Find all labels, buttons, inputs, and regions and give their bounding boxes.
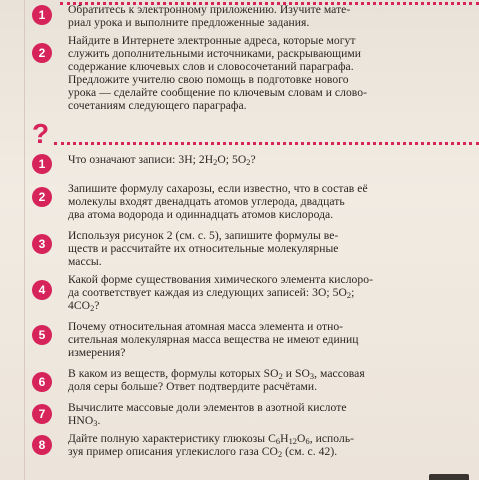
question-3-line-3 (68, 255, 469, 268)
text-run: Дайте полную характеристику глюкозы C (68, 432, 276, 445)
subscript: 2 (246, 158, 251, 168)
question-8-text (68, 432, 469, 458)
text-run: Вычислите массовые доли элементов в азотной кислоте (68, 401, 347, 414)
question-3-line-1 (68, 229, 469, 242)
text-run: доля серы больше? Ответ подтвердите расчётами. (68, 380, 318, 393)
text-run: . (97, 414, 101, 427)
question-1-line-1 (68, 153, 469, 166)
question-4-line-3 (68, 299, 469, 312)
page-number-tab (429, 474, 469, 480)
question-3-text (68, 229, 469, 268)
question-2-text (68, 182, 469, 221)
question-6-line-1 (68, 367, 469, 380)
task-2-line-4: Предложите учителю свою помощь в подготовке нового (68, 73, 349, 86)
subscript: 6 (275, 437, 281, 447)
subscript: 2 (278, 372, 283, 382)
text-run: зуя пример описания углекислого газа CO (68, 445, 278, 458)
question-5-text (68, 320, 469, 359)
task-2-line-3: содержание ключевых слов и словосочетаний параграфа. (68, 60, 354, 73)
task-badge-1: 1 (32, 5, 52, 25)
text-run: да соответствует каждая из следующих записей: 3O; 5O (68, 286, 347, 299)
subscript: 2 (346, 291, 352, 301)
subscript: 12 (288, 437, 298, 447)
question-badge-5: 5 (32, 325, 52, 345)
question-8-line-1 (68, 432, 469, 445)
subscript: 2 (277, 450, 283, 460)
question-4-line-2 (68, 286, 469, 299)
task-2-text (68, 34, 469, 112)
subscript: 3 (309, 372, 315, 382)
task-2-line-5: урока — сделайте сообщение по ключевым словам и слово- (68, 86, 368, 99)
subscript: 2 (90, 304, 95, 314)
question-6-text (68, 367, 469, 393)
question-6-line-2 (68, 380, 469, 393)
text-run: O (297, 432, 306, 445)
text-run: HNO (68, 414, 94, 427)
text-run: , исполь- (309, 432, 355, 445)
text-run: массы. (68, 255, 102, 268)
question-badge-1: 1 (32, 154, 52, 174)
text-run: ? (94, 299, 100, 312)
question-2-line-1 (68, 182, 469, 195)
text-run: Что означают записи: 3H; 2H (68, 153, 214, 166)
question-7-line-1 (68, 401, 469, 414)
text-run: H (280, 432, 289, 445)
question-7-line-2 (68, 414, 469, 427)
question-badge-7: 7 (32, 404, 52, 424)
text-run: измерения? (68, 346, 126, 359)
text-run: ; (351, 286, 355, 299)
margin-line (24, 0, 25, 480)
question-badge-2: 2 (32, 187, 52, 207)
text-run: , массовая (314, 367, 365, 380)
question-1-text (68, 153, 469, 166)
question-mark-icon: ? (32, 118, 50, 149)
text-run: ? (250, 153, 256, 166)
question-badge-4: 4 (32, 280, 52, 300)
task-2-line-6: сочетаниям следующего параграфа. (68, 99, 247, 112)
question-5-line-1 (68, 320, 469, 333)
question-4-line-1 (68, 273, 469, 286)
text-run: ществ и рассчитайте их относительные молекулярные (68, 242, 339, 255)
question-5-line-2 (68, 333, 469, 346)
task-1-line-2: риал урока и выполните предложенные задания. (68, 16, 310, 29)
text-run: В каком из веществ, формулы которых SO (68, 367, 279, 380)
task-1-line-1: Обратитесь к электронному приложению. Изучите мате- (68, 3, 351, 16)
text-run: два атома водорода и одиннадцать атомов кислорода. (68, 208, 334, 221)
question-7-text (68, 401, 469, 427)
task-2-line-2: служить дополнительными источниками, раскрывающими (68, 47, 362, 60)
text-run: сительная молекулярная масса вещества не имеют единиц (68, 333, 359, 346)
question-3-line-2 (68, 242, 469, 255)
text-run: O; 5O (217, 153, 247, 166)
text-run: молекулы входят двенадцать атомов углерода, двадцать (68, 195, 345, 208)
subscript: 6 (305, 437, 310, 447)
question-5-line-3 (68, 346, 469, 359)
text-run: Используя рисунок 2 (см. с. 5), запишите формулы ве- (68, 229, 339, 242)
question-2-line-3 (68, 208, 469, 221)
task-badge-2: 2 (32, 43, 52, 63)
task-2-line-1: Найдите в Интернете электронные адреса, которые могут (68, 34, 356, 47)
question-badge-3: 3 (32, 234, 52, 254)
dotted-divider-questions (54, 142, 479, 145)
question-2-line-2 (68, 195, 469, 208)
text-run: (см. с. 42). (282, 445, 338, 458)
text-run: и SO (282, 367, 310, 380)
question-badge-8: 8 (32, 435, 52, 455)
question-badge-6: 6 (32, 372, 52, 392)
text-run: Почему относительная атомная масса элемента и отно- (68, 320, 344, 333)
question-4-text (68, 273, 469, 312)
text-run: Какой форме существования химического элемента кислоро- (68, 273, 374, 286)
subscript: 2 (213, 158, 218, 168)
text-run: 4CO (68, 299, 91, 312)
task-1-text (68, 3, 469, 29)
question-8-line-2 (68, 445, 469, 458)
subscript: 3 (93, 419, 98, 429)
text-run: Запишите формулу сахарозы, если известно, что в состав её (68, 182, 368, 195)
